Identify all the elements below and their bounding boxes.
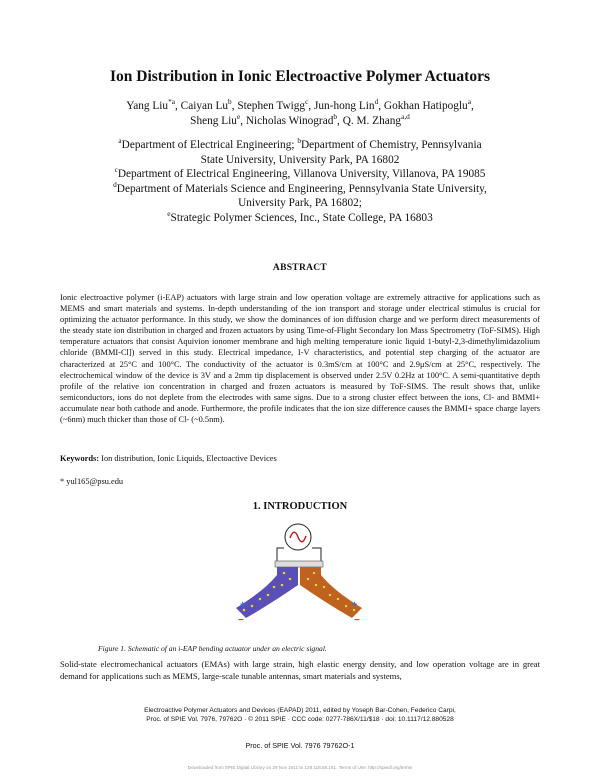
minus-sign: −	[354, 615, 360, 626]
author-name: Yang Liu	[126, 100, 169, 112]
author-name: Q. M. Zhang	[342, 115, 402, 127]
plus-sign: +	[240, 599, 246, 609]
figure-actuator-schematic	[224, 515, 374, 637]
footer-line: Proc. of SPIE Vol. 7976, 79762O · © 2011 SPIE · CCC code: 0277-786X/11/$18 · doi: 10.1117/12.880528	[146, 716, 454, 723]
author-sup: d	[374, 97, 379, 107]
affil-text: Department of Materials Science and Engineering, Pennsylvania State University, University Park, PA 16802;	[116, 182, 487, 210]
affil-sup: a	[118, 136, 122, 146]
affiliation	[110, 182, 490, 211]
author-name: Gokhan Hatipoglu	[383, 100, 468, 112]
introduction-paragraph: Solid-state electromechanical actuators (EMAs) with large strain, high elastic energy density, and low operation voltage are in great demand for applications such as MEMS, large-scale tunable antennas, smart materials and systems,	[60, 659, 540, 681]
affil-sup: c	[114, 165, 118, 175]
affil-text: Strategic Polymer Sciences, Inc., State College, PA 16803	[170, 211, 433, 224]
author-name: Nicholas Winograd	[245, 115, 334, 127]
author-sup: c	[305, 97, 309, 107]
author-name: Jun-hong Lin	[314, 100, 375, 112]
figure-caption: Figure 1. Schematic of an i-EAP bending actuator under an electric signal.	[98, 644, 327, 653]
author-sup: b	[333, 112, 338, 122]
affiliation	[110, 167, 490, 182]
clamp	[275, 561, 323, 567]
affil-sup: e	[167, 209, 171, 219]
minus-sign: −	[238, 615, 244, 626]
page-number: Proc. of SPIE Vol. 7976 79762O-1	[245, 741, 355, 750]
author-sup: b	[228, 97, 232, 107]
author-sup: a	[467, 97, 471, 107]
keywords-text: Ion distribution, Ionic Liquids, Electoactive Devices	[101, 454, 277, 463]
footer-line: Electroactive Polymer Actuators and Devices (EAPAD) 2011, edited by Yoseph Bar-Cohen, Federico Carpi,	[144, 707, 456, 714]
footer-citation	[60, 706, 540, 724]
abstract-body: Ionic electroactive polymer (i-EAP) actuators with large strain and low operation voltage are extremely attractive for applications such as MEMS and smart materials and systems. In-depth understanding of the ion transport and storage under electrical stimulus is crucial for optimizing the actuator performance. In this study, we show the dominances of ion diffusion charge and we perform direct measurements of the steady state ion distribution in charged and frozen actuators by using Time-of-Flight Secondary Ion Mass Spectrometry (ToF-SIMS). High temperature actuators that consist Aquivion ionomer membrane and high melting temperature ionic liquid 1-butyl-2,3-dimethylimidazolium chloride (BMMI-Cl]) served in this study. Electrical impedance, I-V characteristics, and potential step charging of the actuator are characterized at 25°C and 100°C. The conductivity of the actuator is 0.3mS/cm at 100°C and 2.9μS/cm at 25°C, respectively. The electrochemical window of the device is 3V and a 2mm tip displacement is observed under 2.5V 0.2Hz at 100°C. A semi-quantitative depth profile of the relative ion concentration in charged and frozen actuators is measured by ToF-SIMS. The result shows that, unlike semiconductors, ions do not deplete from the electrodes with same signs. Due to a strong cluster effect between the ions, Cl- and BMMI+ accumulate near both cathode and anode. Furthermore, the profile indicates that the ion size difference causes the BMMI+ space charge layers (~6nm) much thicker than those of Cl- (~0.5nm).	[60, 293, 540, 425]
author-list: Yang Liu$^{*a}$, Caiyan Lu$^b$, Stephen Twigg$^c$, Jun-hong Lin$^d$, Gokhan Hatipoglu$^a$, Sheng Liu$^e$, Nicholas Winograd$^b$, Q. M. Zhang$^{a,d}$	[126, 97, 474, 127]
affil-text: Department of Electrical Engineering, Villanova University, Villanova, PA 19085	[117, 168, 486, 181]
affil-sup: d	[113, 180, 117, 190]
affil-text: Department of Electrical Engineering;	[121, 139, 298, 151]
author-sup: a,d	[401, 112, 410, 122]
author-sup: *a	[168, 97, 175, 107]
download-notice: Downloaded from SPIE Digital Library on 29 Nov 2011 to 128.118.88.161. Terms of Use: http://spiedl.org/terms	[187, 765, 413, 770]
author-name: Stephen Twigg	[237, 100, 306, 112]
section-heading-introduction: 1. INTRODUCTION	[252, 501, 348, 512]
affil-sup: b	[297, 136, 301, 146]
affiliation-list	[110, 138, 490, 226]
plus-sign: +	[352, 599, 358, 609]
affiliation	[110, 211, 490, 226]
keywords	[60, 454, 277, 463]
affil-text: Department of Chemistry, Pennsylvania State University, University Park, PA 16802	[200, 139, 482, 166]
author-name: Caiyan Lu	[180, 100, 229, 112]
author-sup: e	[236, 112, 241, 122]
keywords-label: Keywords:	[60, 454, 100, 463]
author-name: Sheng Liu	[190, 115, 237, 127]
paper-title: Ion Distribution in Ionic Electroactive Polymer Actuators	[109, 68, 490, 85]
corresponding-email: * yul165@psu.edu	[60, 477, 124, 486]
affiliation	[110, 138, 490, 167]
abstract-heading: ABSTRACT	[272, 263, 328, 273]
